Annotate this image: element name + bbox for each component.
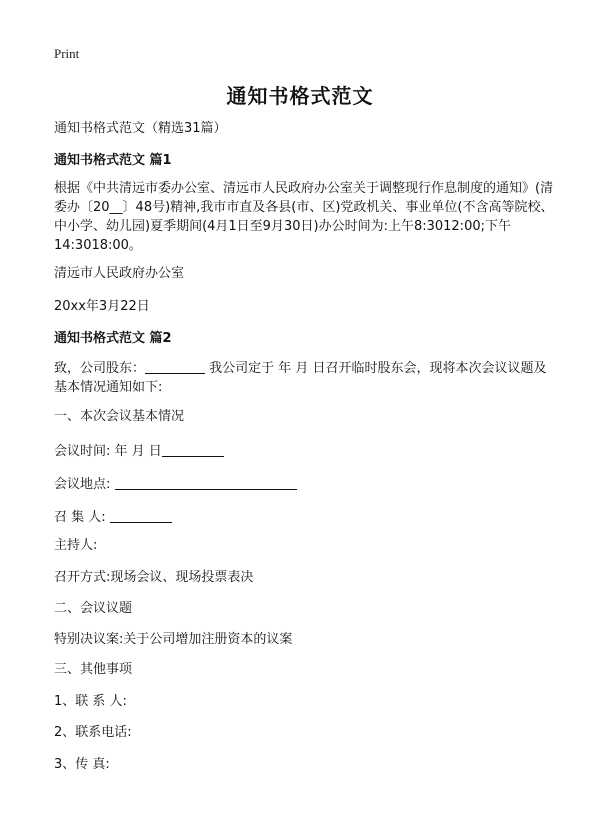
special-resolution: 特别决议案:关于公司增加注册资本的议案 [54,632,293,647]
intro-body: 我公司定于 年 月 日召开临时股东会，现将本次会议议题及基本情况通知如下: [54,361,547,395]
contact-fax: 3、传 真: [54,757,110,772]
print-link[interactable]: Print [54,46,80,61]
meeting-place-label: 会议地点: [54,477,111,492]
meeting-place-blank [115,475,297,490]
shareholder-blank [145,359,205,374]
article-2-intro [54,359,554,397]
contact-person: 1、联 系 人: [54,694,127,709]
article-1-date: 20xx年3月22日 [54,299,150,314]
document-subtitle: 通知书格式范文（精选31篇） [54,121,227,136]
article-2-heading: 通知书格式范文 篇2 [54,331,172,346]
article-1-signer: 清远市人民政府办公室 [54,266,185,281]
section-1-title: 一、本次会议基本情况 [54,409,185,424]
document-title: 通知书格式范文 [226,84,374,108]
convener [54,508,172,526]
meeting-place [54,475,297,493]
host: 主持人: [54,538,98,553]
meeting-time-label: 会议时间: 年 月 日 [54,444,162,459]
meeting-time-blank [162,442,224,457]
section-2-title: 二、会议议题 [54,601,133,616]
meeting-time [54,442,224,460]
section-3-title: 三、其他事项 [54,662,133,677]
convener-label: 召 集 人: [54,510,106,525]
intro-prefix: 致，公司股东： [54,361,146,376]
article-1-body: 根据《中共清远市委办公室、清远市人民政府办公室关于调整现行作息制度的通知》(清委办〔20__〕48号)精神,我市市直及各县(市、区)党政机关、事业单位(不含高等院校、中小学、幼儿园)夏季期间(4月1日至9月30日)办公时间为:上午8:3012:00;下午14:3018:00。 [54,181,554,253]
meeting-method: 召开方式:现场会议、现场投票表决 [54,570,254,585]
contact-phone: 2、联系电话: [54,725,132,740]
convener-blank [110,508,172,523]
article-1-heading: 通知书格式范文 篇1 [54,153,172,168]
